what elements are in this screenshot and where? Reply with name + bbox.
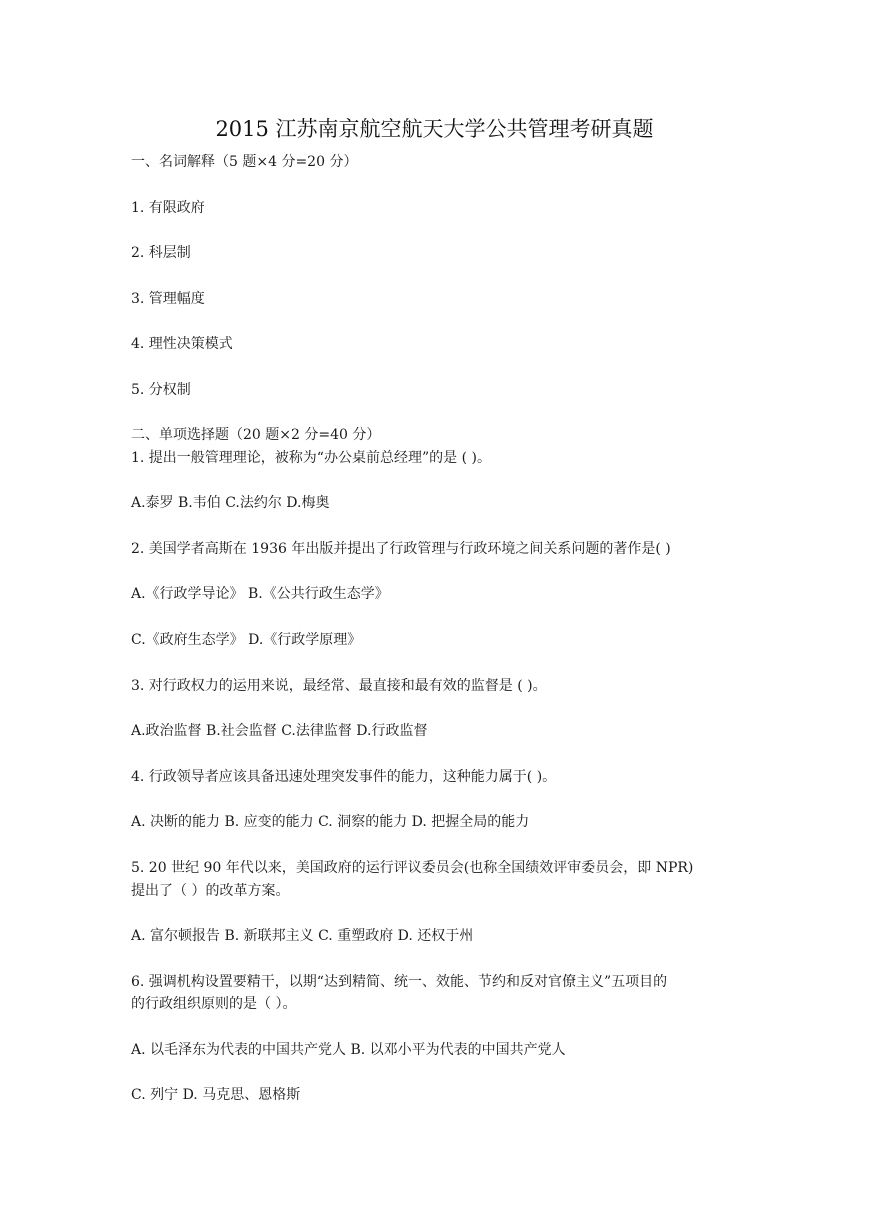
question-2-stem: 2. 美国学者高斯在 1936 年出版并提出了行政管理与行政环境之间关系问题的著作是( )	[131, 541, 671, 557]
question-1-options: A.泰罗 B.韦伯 C.法约尔 D.梅奥	[131, 495, 330, 511]
section-2-heading: 二、单项选择题（20 题×2 分=40 分）	[131, 427, 381, 443]
question-6-stem-line-1: 6. 强调机构设置要精干，以期“达到精简、统一、效能、节约和反对官僚主义”五项目的	[131, 974, 668, 990]
term-item-4: 4. 理性决策模式	[131, 336, 233, 352]
question-1-stem: 1. 提出一般管理理论，被称为“办公桌前总经理”的是 ( )。	[131, 450, 491, 466]
question-2-options-b: C.《政府生态学》 D.《行政学原理》	[131, 632, 362, 648]
question-3-stem: 3. 对行政权力的运用来说，最经常、最直接和最有效的监督是 ( )。	[131, 678, 547, 694]
question-4-stem: 4. 行政领导者应该具备迅速处理突发事件的能力，这种能力属于( )。	[131, 769, 557, 785]
term-item-1: 1. 有限政府	[131, 200, 205, 216]
document-title: 2015 江苏南京航空航天大学公共管理考研真题	[215, 117, 654, 141]
question-4-options: A. 决断的能力 B. 应变的能力 C. 洞察的能力 D. 把握全局的能力	[131, 814, 530, 830]
term-item-5: 5. 分权制	[131, 382, 191, 398]
question-2-options-a: A.《行政学导论》 B.《公共行政生态学》	[131, 586, 389, 602]
term-item-2: 2. 科层制	[131, 245, 191, 261]
term-item-3: 3. 管理幅度	[131, 291, 205, 307]
question-5-stem-line-1: 5. 20 世纪 90 年代以来，美国政府的运行评议委员会(也称全国绩效评审委员会，即 NPR)	[131, 860, 694, 876]
question-6-options-b: C. 列宁 D. 马克思、恩格斯	[131, 1087, 301, 1103]
question-5-options: A. 富尔顿报告 B. 新联邦主义 C. 重塑政府 D. 还权于州	[131, 928, 474, 944]
section-1-heading: 一、名词解释（5 题×4 分=20 分）	[131, 154, 358, 170]
question-6-options-a: A. 以毛泽东为代表的中国共产党人 B. 以邓小平为代表的中国共产党人	[131, 1042, 566, 1058]
question-6-stem-line-2: 的行政组织原则的是（ ）。	[131, 996, 297, 1012]
question-3-options: A.政治监督 B.社会监督 C.法律监督 D.行政监督	[131, 723, 428, 739]
question-5-stem-line-2: 提出了（ ）的改革方案。	[131, 883, 290, 899]
